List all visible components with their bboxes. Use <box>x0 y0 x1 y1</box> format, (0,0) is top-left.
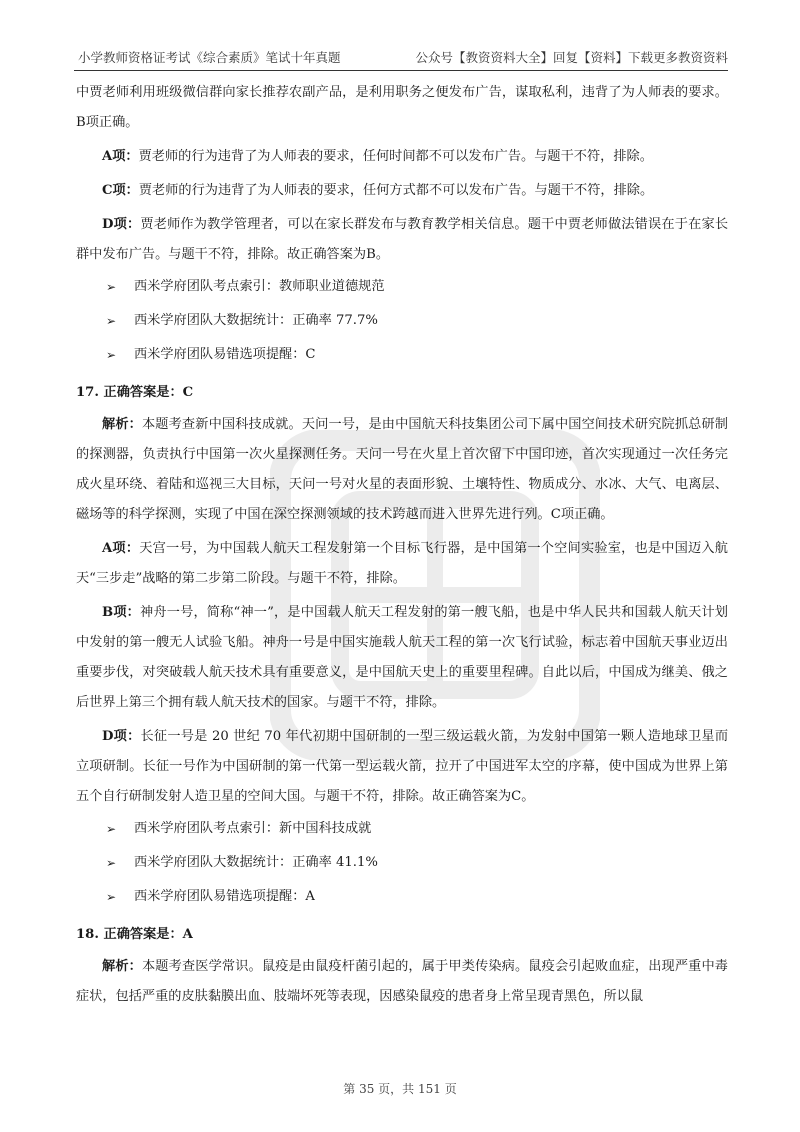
q16-option-a <box>76 142 728 172</box>
header-promo: 公众号【教资资料大全】回复【资料】下载更多教资资料 <box>415 50 728 65</box>
arrow-bullet-icon: ➢ <box>106 822 117 836</box>
q16-option-c-text: 贾老师的行为违背了为人师表的要求，任何方式都不可以发布广告。与题干不符，排除。 <box>138 183 654 198</box>
q17-notes <box>76 812 728 914</box>
q16-option-d-text: 贾老师作为教学管理者，可以在家长群发布与教育教学相关信息。题干中贾老师做法错误在于在家长群中发布广告。与题干不符，排除。故正确答案为B。 <box>76 217 729 262</box>
note-item: ➢ 西米学府团队考点索引：教师职业道德规范 <box>76 270 728 304</box>
q17-analysis-label: 解析： <box>102 417 142 432</box>
q18-analysis-label: 解析： <box>102 959 142 974</box>
arrow-bullet-icon: ➢ <box>106 314 117 328</box>
q16-option-a-text: 贾老师的行为违背了为人师表的要求，任何时间都不可以发布广告。与题干不符，排除。 <box>138 149 653 164</box>
arrow-bullet-icon: ➢ <box>106 348 117 362</box>
q17-analysis-text: 本题考查新中国科技成就。天问一号，是由中国航天科技集团公司下属中国空间技术研究院抓总研制的探测器，负责执行中国第一次火星探测任务。天问一号在火星上首次留下中国印迹，首次实现通过一次任务完成火星环绕、着陆和巡视三大目标，天问一号对火星的表面形貌、土壤特性、物质成分、水冰、大气、电离层、磁场等的科学探测，实现了中国在深空探测领域的技术跨越而进入世界先进行列。C项正确。 <box>76 417 728 522</box>
note-item: ➢ 西米学府团队大数据统计：正确率 41.1% <box>76 846 728 880</box>
page-footer: 第 35 页，共 151 页 <box>343 1082 457 1096</box>
q17-option-a-label: A项： <box>102 541 140 556</box>
q17-option-d <box>76 722 728 812</box>
q16-paragraph: 中贾老师利用班级微信群向家长推荐农副产品，是利用职务之便发布广告，谋取私利，违背了为人师表的要求。B项正确。 <box>76 85 728 130</box>
q16-notes <box>76 270 728 372</box>
q17-option-d-label: D项： <box>102 729 141 744</box>
arrow-bullet-icon: ➢ <box>106 856 117 870</box>
note-item: ➢ 西米学府团队易错选项提醒：C <box>76 338 728 372</box>
q17-option-b-text: 神舟一号，简称“神一”，是中国载人航天工程发射的第一艘飞船，也是中华人民共和国载人航天计划中发射的第一艘无人试验飞船。神舟一号是中国实施载人航天工程的第一次飞行试验，标志着中国航天事业迈出重要步伐，对突破载人航天技术具有重要意义，是中国航天史上的重要里程碑。自此以后，中国成为继美、俄之后世界上第三个拥有载人航天技术的国家。与题干不符，排除。 <box>76 605 728 710</box>
q16-option-c-label: C项： <box>102 183 139 198</box>
header-title: 小学教师资格证考试《综合素质》笔试十年真题 <box>78 50 341 65</box>
q17-answer-heading: 17. 正确答案是：C <box>76 385 194 400</box>
q17-analysis <box>76 410 728 530</box>
q18-answer-heading: 18. 正确答案是：A <box>76 927 193 942</box>
note-item: ➢ 西米学府团队考点索引：新中国科技成就 <box>76 812 728 846</box>
note-item: ➢ 西米学府团队易错选项提醒：A <box>76 880 728 914</box>
arrow-bullet-icon: ➢ <box>106 890 117 904</box>
page-header <box>74 42 728 71</box>
q17-option-a-text: 天宫一号，为中国载人航天工程发射第一个目标飞行器，是中国第一个空间实验室，也是中国迈入航天“三步走”战略的第二步第二阶段。与题干不符，排除。 <box>76 541 728 586</box>
q16-option-d-label: D项： <box>102 217 141 232</box>
page-content <box>76 78 728 1012</box>
note-item: ➢ 西米学府团队大数据统计：正确率 77.7% <box>76 304 728 338</box>
arrow-bullet-icon: ➢ <box>106 280 117 294</box>
q17-option-a <box>76 534 728 594</box>
q18-analysis-text: 本题考查医学常识。鼠疫是由鼠疫杆菌引起的，属于甲类传染病。鼠疫会引起败血症，出现严重中毒症状，包括严重的皮肤黏膜出血、肢端坏死等表现，因感染鼠疫的患者身上常呈现青黑色，所以鼠 <box>76 959 728 1004</box>
q17-option-d-text: 长征一号是 20 世纪 70 年代初期中国研制的一型三级运载火箭，为发射中国第一颗人造地球卫星而立项研制。长征一号作为中国研制的第一代第一型运载火箭，拉开了中国进军太空的序幕，使中国成为世界上第五个自行研制发射人造卫星的空间大国。与题干不符，排除。故正确答案为C。 <box>76 729 729 804</box>
q16-option-c <box>76 176 728 206</box>
q16-option-a-label: A项： <box>102 149 139 164</box>
q17-option-b-label: B项： <box>102 605 141 620</box>
q18-analysis <box>76 952 728 1012</box>
q16-option-d <box>76 210 728 270</box>
q17-option-b <box>76 598 728 718</box>
